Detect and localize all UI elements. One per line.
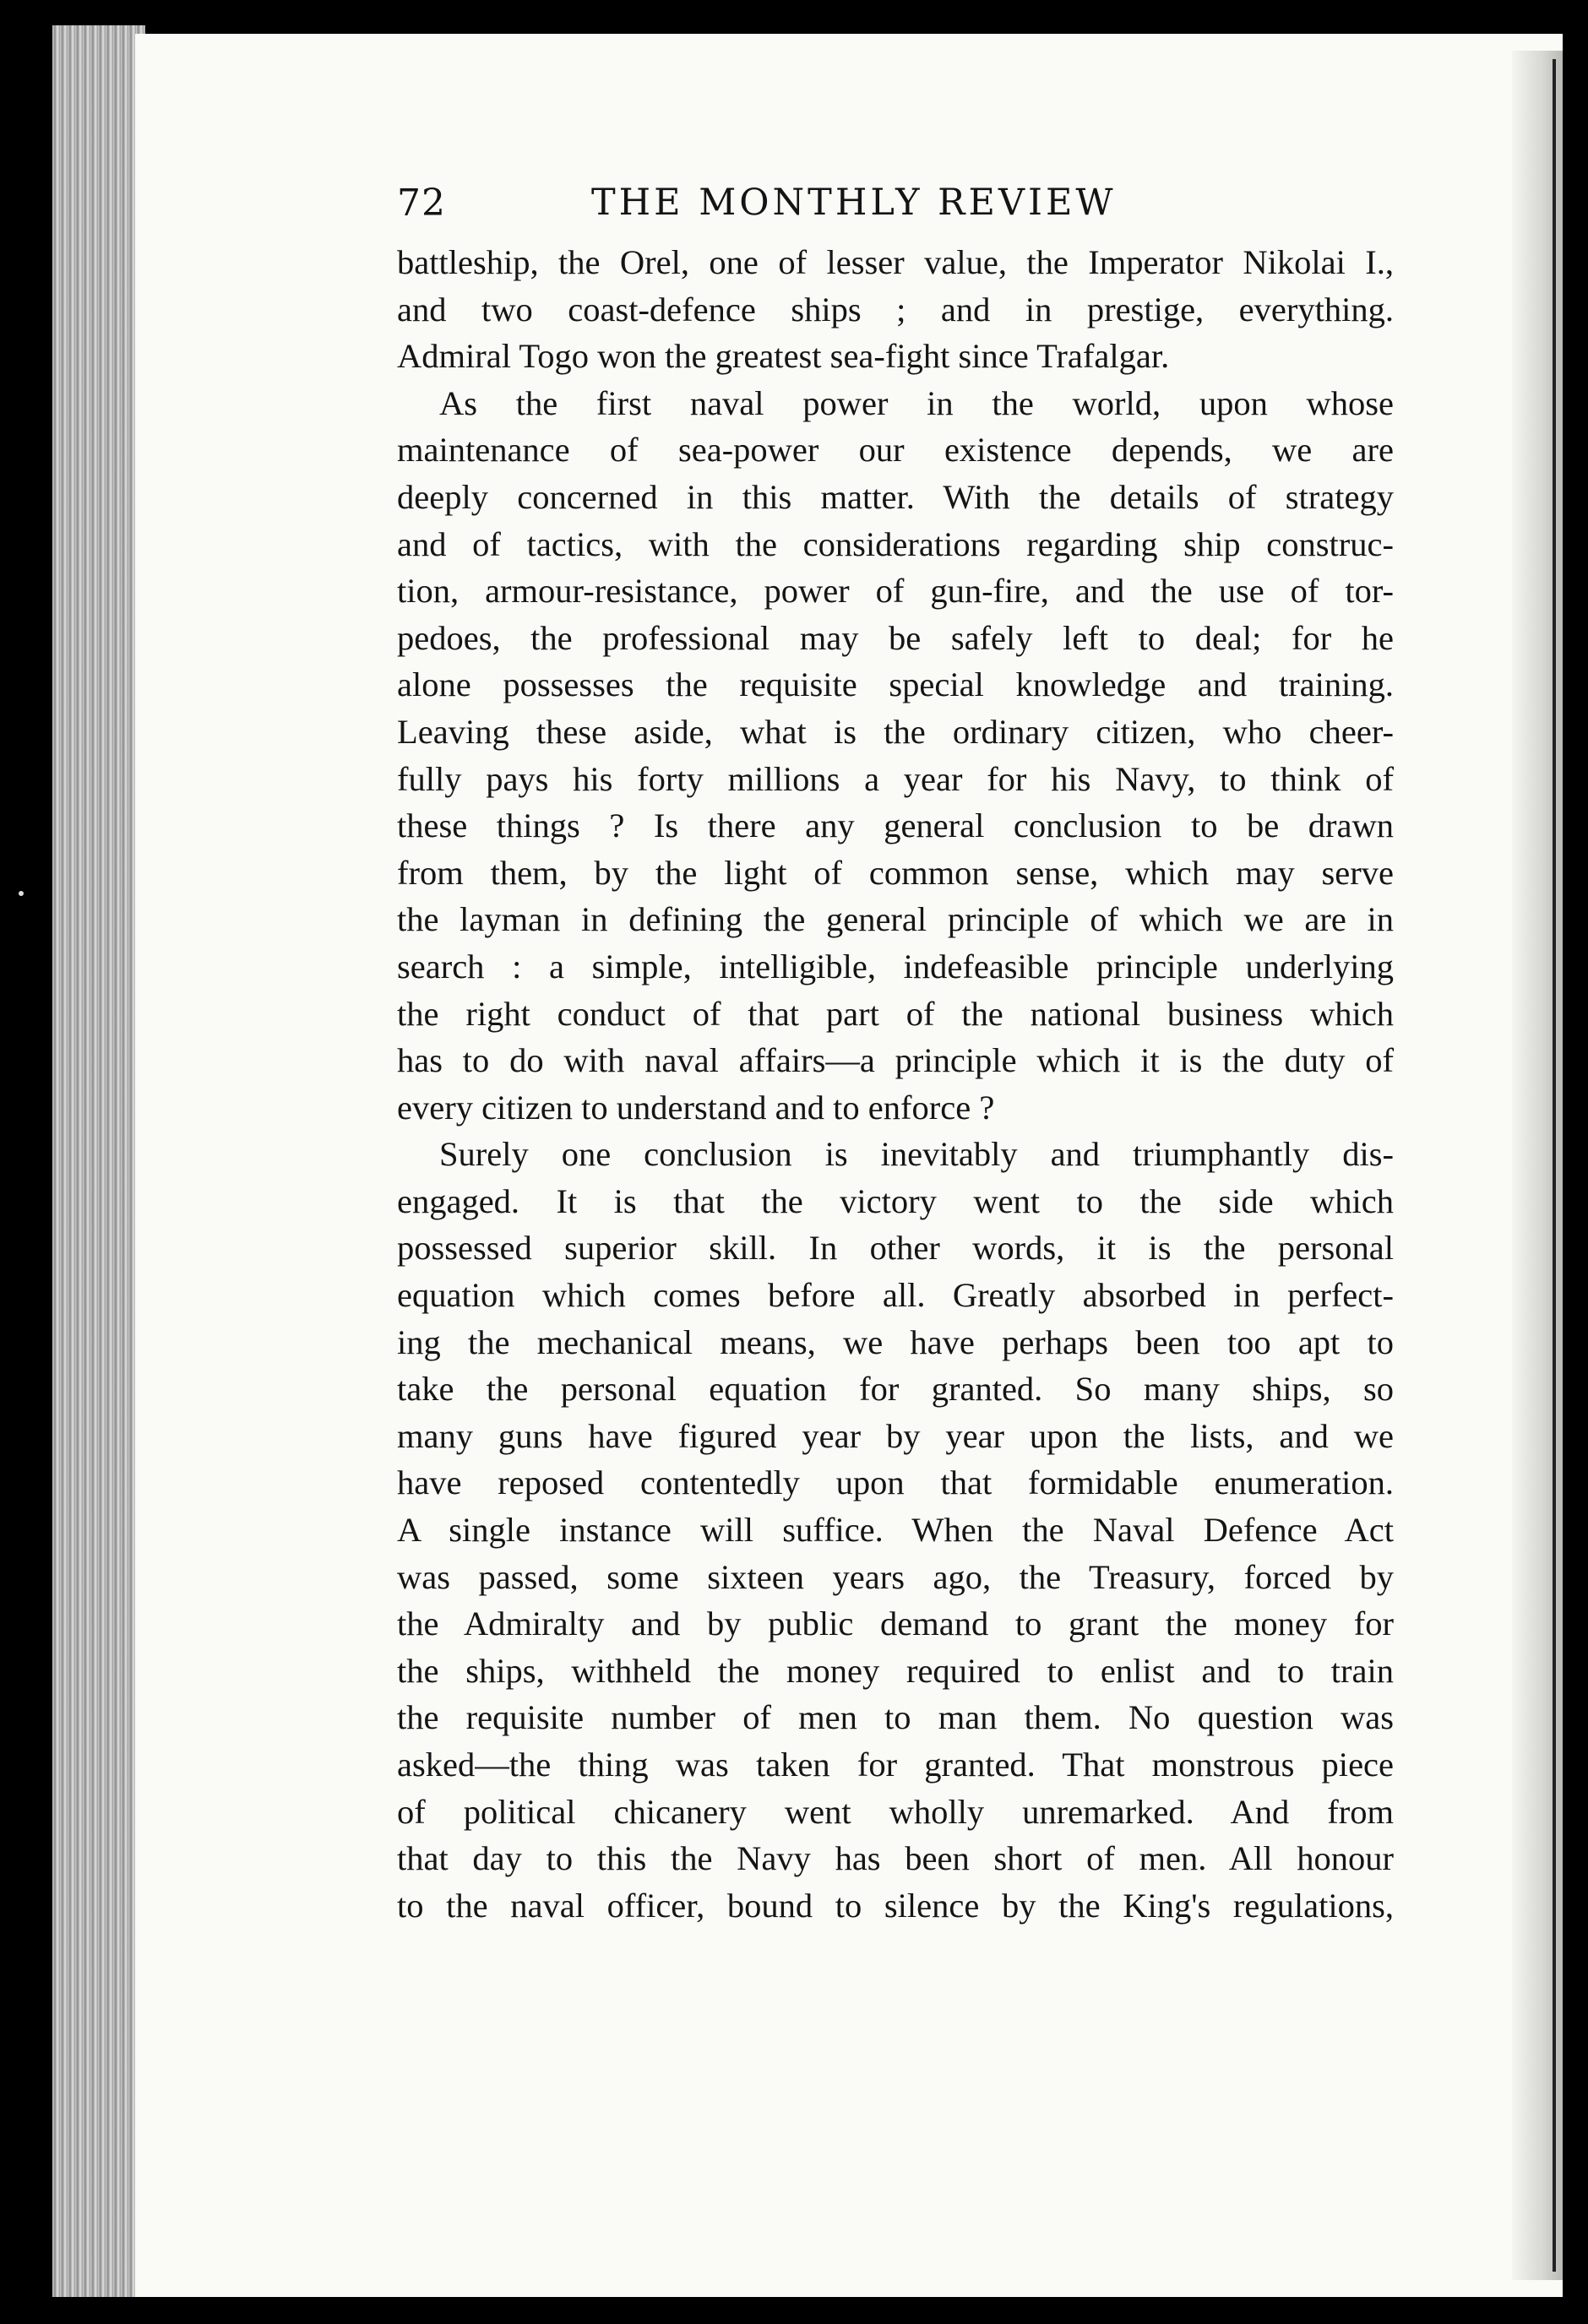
text-line: the ships, withheld the money required to enlist and to train [397,1651,1394,1690]
text-line: ing the mechanical means, we have perhaps been too apt to [397,1322,1394,1361]
text-line: was passed, some sixteen years ago, the Treasury, forced by [397,1557,1394,1596]
book-page-edges [52,25,145,2297]
right-edge-line [1553,59,1556,2272]
text-line: the requisite number of men to man them. No question was [397,1698,1394,1737]
text-line: and of tactics, with the considerations regarding ship construc- [397,524,1394,563]
text-line: maintenance of sea-power our existence depends, we are [397,431,1394,470]
text-line: fully pays his forty millions a year for his Navy, to think of [397,759,1394,798]
text-line: possessed superior skill. In other words, it is the personal [397,1229,1394,1268]
page-number: 72 [397,182,446,225]
text-line: Admiral Togo won the greatest sea-fight since Trafalgar. [397,337,1170,376]
text-line: engaged. It is that the victory went to the side which [397,1181,1394,1220]
text-line: pedoes, the professional may be safely left to deal; for he [397,618,1394,657]
running-head: THE MONTHLY REVIEW [591,182,1117,224]
body-text [397,239,1394,1929]
text-line: battleship, the Orel, one of lesser value, the Imperator Nikolai I., [397,243,1394,281]
text-line: the right conduct of that part of the national business which [397,994,1394,1033]
text-line: the layman in defining the general principle of which we are in [397,900,1394,939]
text-line: Leaving these aside, what is the ordinary citizen, who cheer- [397,712,1394,751]
text-line: many guns have figured year by year upon the lists, and we [397,1416,1394,1455]
text-line: deeply concerned in this matter. With the details of strategy [397,477,1394,516]
text-line: of political chicanery went wholly unremarked. And from [397,1792,1394,1831]
text-line: the Admiralty and by public demand to grant the money for [397,1605,1394,1643]
text-line: asked—the thing was taken for granted. That monstrous piece [397,1746,1394,1784]
text-line: to the naval officer, bound to silence by the King's regulations, [397,1886,1394,1925]
text-line: alone possesses the requisite special knowledge and training. [397,665,1394,704]
scan-speck [19,891,24,896]
text-line: As the first naval power in the world, upon whose [439,383,1394,422]
text-line: take the personal equation for granted. So many ships, so [397,1370,1394,1409]
text-line: have reposed contentedly upon that formidable enumeration. [397,1463,1394,1502]
text-line: search : a simple, intelligible, indefeasible principle underlying [397,947,1394,986]
text-line: has to do with naval affairs—a principle which it is the duty of [397,1041,1394,1080]
text-line: equation which comes before all. Greatly absorbed in perfect- [397,1276,1394,1315]
text-line: these things ? Is there any general conclusion to be drawn [397,806,1394,845]
text-line: every citizen to understand and to enforce ? [397,1088,995,1127]
text-line: A single instance will suffice. When the Naval Defence Act [397,1511,1394,1550]
page-header [397,182,1394,241]
text-line: that day to this the Navy has been short of men. All honour [397,1839,1394,1878]
text-line: Surely one conclusion is inevitably and triumphantly dis- [439,1135,1394,1174]
text-line: tion, armour-resistance, power of gun-fire, and the use of tor- [397,572,1394,611]
text-line: and two coast-defence ships ; and in prestige, everything. [397,290,1394,329]
text-line: from them, by the light of common sense, which may serve [397,853,1394,892]
